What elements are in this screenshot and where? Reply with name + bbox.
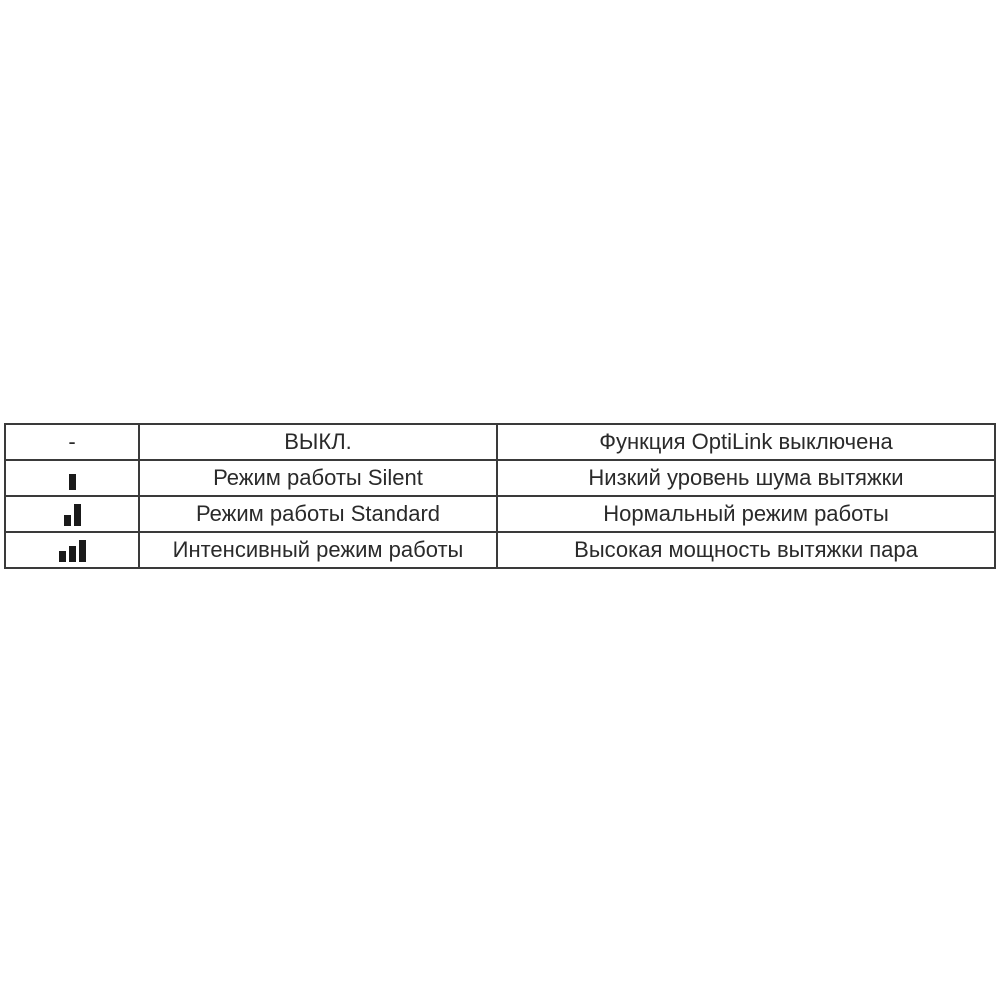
symbol-cell bbox=[5, 532, 139, 568]
optilink-modes-table bbox=[4, 423, 996, 569]
description-cell: Функция OptiLink выключена bbox=[497, 424, 995, 460]
table-row bbox=[5, 496, 995, 532]
level-1-bars-icon bbox=[69, 468, 76, 490]
dash-symbol: - bbox=[68, 429, 76, 454]
mode-cell: Режим работы Standard bbox=[139, 496, 497, 532]
symbol-cell bbox=[5, 460, 139, 496]
description-cell: Нормальный режим работы bbox=[497, 496, 995, 532]
table-row bbox=[5, 532, 995, 568]
level-2-bars-icon bbox=[64, 504, 81, 526]
mode-cell: Режим работы Silent bbox=[139, 460, 497, 496]
level-3-bars-icon bbox=[59, 540, 86, 562]
symbol-cell bbox=[5, 496, 139, 532]
table-row bbox=[5, 460, 995, 496]
description-cell: Высокая мощность вытяжки пара bbox=[497, 532, 995, 568]
mode-cell: Интенсивный режим работы bbox=[139, 532, 497, 568]
symbol-cell bbox=[5, 424, 139, 460]
mode-cell: ВЫКЛ. bbox=[139, 424, 497, 460]
description-cell: Низкий уровень шума вытяжки bbox=[497, 460, 995, 496]
table-row bbox=[5, 424, 995, 460]
